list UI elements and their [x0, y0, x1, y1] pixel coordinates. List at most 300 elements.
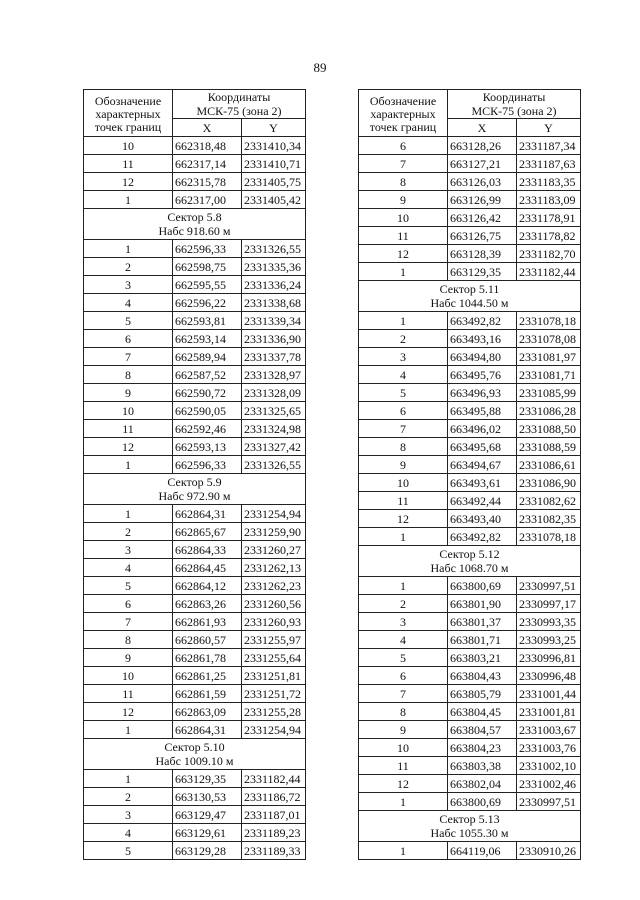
- table-row: [359, 510, 581, 528]
- table-row: [84, 806, 306, 824]
- x-coordinate: 662592,46: [173, 420, 242, 438]
- sector-name: Сектор 5.13: [439, 812, 500, 826]
- y-coordinate: 2331262,13: [242, 559, 306, 577]
- point-number: 12: [84, 173, 173, 191]
- point-number: 2: [84, 788, 173, 806]
- x-coordinate: 662863,09: [173, 703, 242, 721]
- y-coordinate: 2331088,50: [517, 420, 581, 438]
- x-coordinate: 662587,52: [173, 366, 242, 384]
- table-row: [84, 613, 306, 631]
- x-coordinate: 663126,03: [448, 173, 517, 191]
- x-coordinate: 662864,45: [173, 559, 242, 577]
- sector-row: [84, 474, 306, 505]
- point-number: 12: [84, 438, 173, 456]
- x-coordinate: 662860,57: [173, 631, 242, 649]
- y-coordinate: 2331178,82: [517, 227, 581, 245]
- point-number: 9: [84, 384, 173, 402]
- table-row: [359, 137, 581, 155]
- y-coordinate: 2331183,09: [517, 191, 581, 209]
- table-row: [84, 523, 306, 541]
- x-coordinate: 663492,82: [448, 312, 517, 330]
- y-coordinate: 2331255,28: [242, 703, 306, 721]
- y-coordinate: 2331255,64: [242, 649, 306, 667]
- y-coordinate: 2331187,01: [242, 806, 306, 824]
- x-coordinate: 662590,05: [173, 402, 242, 420]
- y-coordinate: 2331260,93: [242, 613, 306, 631]
- y-coordinate: 2331086,90: [517, 474, 581, 492]
- sector-row: [84, 209, 306, 240]
- point-number: 7: [84, 348, 173, 366]
- x-coordinate: 663493,16: [448, 330, 517, 348]
- sector-area: Набс 1009.10 м: [155, 754, 234, 768]
- table-row: [84, 420, 306, 438]
- x-coordinate: 662864,31: [173, 505, 242, 523]
- x-coordinate: 663495,76: [448, 366, 517, 384]
- y-coordinate: 2331003,76: [517, 739, 581, 757]
- point-number: 4: [84, 824, 173, 842]
- y-coordinate: 2331002,10: [517, 757, 581, 775]
- x-coordinate: 662315,78: [173, 173, 242, 191]
- sector-row: [84, 739, 306, 770]
- x-coordinate: 662317,14: [173, 155, 242, 173]
- table-row: [359, 739, 581, 757]
- y-coordinate: 2331405,42: [242, 191, 306, 209]
- point-number: 10: [84, 137, 173, 155]
- x-coordinate: 663800,69: [448, 577, 517, 595]
- table-row: [84, 631, 306, 649]
- x-coordinate: 664119,06: [448, 842, 517, 860]
- x-coordinate: 662318,48: [173, 137, 242, 155]
- table-row: [84, 541, 306, 559]
- table-row: [84, 842, 306, 860]
- point-number: 8: [359, 438, 448, 456]
- table-row: [84, 294, 306, 312]
- x-header: X: [448, 119, 517, 137]
- table-row: [359, 775, 581, 793]
- table-row: [84, 312, 306, 330]
- point-number: 3: [359, 613, 448, 631]
- table-row: [84, 649, 306, 667]
- table-row: [84, 559, 306, 577]
- table-row: [359, 703, 581, 721]
- x-coordinate: 662861,59: [173, 685, 242, 703]
- y-coordinate: 2331001,81: [517, 703, 581, 721]
- sector-cell: [84, 474, 306, 505]
- point-number: 2: [359, 595, 448, 613]
- point-number: 2: [84, 258, 173, 276]
- table-row: [359, 191, 581, 209]
- x-coordinate: 663494,80: [448, 348, 517, 366]
- point-number: 10: [359, 739, 448, 757]
- x-coordinate: 663804,57: [448, 721, 517, 739]
- x-coordinate: 663129,35: [173, 770, 242, 788]
- table-row: [359, 793, 581, 811]
- y-coordinate: 2331178,91: [517, 209, 581, 227]
- coordinates-header: [173, 90, 306, 119]
- y-coordinate: 2330997,51: [517, 793, 581, 811]
- y-coordinate: 2331324,98: [242, 420, 306, 438]
- sector-area: Набс 918.60 м: [158, 224, 231, 238]
- y-coordinate: 2331254,94: [242, 721, 306, 739]
- table-row: [359, 595, 581, 613]
- table-row: [84, 276, 306, 294]
- y-coordinate: 2331338,68: [242, 294, 306, 312]
- y-coordinate: 2331003,67: [517, 721, 581, 739]
- y-coordinate: 2331336,90: [242, 330, 306, 348]
- point-number: 6: [84, 595, 173, 613]
- point-number: 10: [84, 402, 173, 420]
- y-coordinate: 2331189,33: [242, 842, 306, 860]
- point-number: 11: [359, 492, 448, 510]
- table-row: [359, 757, 581, 775]
- table-row: [84, 258, 306, 276]
- table-row: [84, 456, 306, 474]
- table-row: [359, 492, 581, 510]
- table-row: [359, 227, 581, 245]
- sector-cell: [359, 811, 581, 842]
- x-coordinate: 662861,25: [173, 667, 242, 685]
- sector-name: Сектор 5.8: [167, 210, 222, 224]
- designation-header: [84, 90, 173, 137]
- y-coordinate: 2331251,72: [242, 685, 306, 703]
- x-coordinate: 663801,37: [448, 613, 517, 631]
- x-coordinate: 663800,69: [448, 793, 517, 811]
- x-coordinate: 662593,13: [173, 438, 242, 456]
- y-coordinate: 2331186,72: [242, 788, 306, 806]
- coordinates-table-left: [83, 89, 306, 860]
- y-coordinate: 2331335,36: [242, 258, 306, 276]
- table-row: [359, 649, 581, 667]
- table-row: [84, 173, 306, 191]
- x-coordinate: 663801,90: [448, 595, 517, 613]
- sector-area: Набс 1055.30 м: [430, 826, 509, 840]
- table-row: [359, 245, 581, 263]
- point-number: 8: [84, 631, 173, 649]
- x-coordinate: 663495,88: [448, 402, 517, 420]
- point-number: 5: [84, 312, 173, 330]
- y-coordinate: 2331325,65: [242, 402, 306, 420]
- table-row: [84, 703, 306, 721]
- y-coordinate: 2330996,81: [517, 649, 581, 667]
- designation-header: [359, 90, 448, 137]
- point-number: 9: [84, 649, 173, 667]
- table-row: [84, 667, 306, 685]
- point-number: 11: [84, 420, 173, 438]
- designation-header-line: характерных: [370, 106, 436, 121]
- point-number: 3: [84, 541, 173, 559]
- x-coordinate: 663126,75: [448, 227, 517, 245]
- point-number: 1: [84, 770, 173, 788]
- y-coordinate: 2331086,61: [517, 456, 581, 474]
- x-coordinate: 662317,00: [173, 191, 242, 209]
- sector-name: Сектор 5.11: [439, 282, 500, 296]
- y-coordinate: 2331328,09: [242, 384, 306, 402]
- coordinates-header-line: МСК-75 (зона 2): [196, 104, 282, 118]
- x-coordinate: 663128,39: [448, 245, 517, 263]
- point-number: 11: [84, 685, 173, 703]
- x-coordinate: 662593,81: [173, 312, 242, 330]
- point-number: 1: [359, 842, 448, 860]
- point-number: 9: [359, 191, 448, 209]
- point-number: 8: [359, 173, 448, 191]
- point-number: 4: [359, 366, 448, 384]
- point-number: 7: [359, 155, 448, 173]
- y-coordinate: 2331086,28: [517, 402, 581, 420]
- x-coordinate: 662596,33: [173, 240, 242, 258]
- x-coordinate: 662590,72: [173, 384, 242, 402]
- y-coordinate: 2331189,23: [242, 824, 306, 842]
- y-coordinate: 2331410,34: [242, 137, 306, 155]
- table-row: [359, 330, 581, 348]
- point-number: 6: [359, 667, 448, 685]
- point-number: 10: [84, 667, 173, 685]
- table-row: [359, 173, 581, 191]
- designation-header-line: точек границ: [369, 119, 437, 134]
- y-coordinate: 2331336,24: [242, 276, 306, 294]
- y-coordinate: 2331081,97: [517, 348, 581, 366]
- x-coordinate: 663129,35: [448, 263, 517, 281]
- table-row: [84, 721, 306, 739]
- y-coordinate: 2331327,42: [242, 438, 306, 456]
- table-row: [84, 348, 306, 366]
- x-coordinate: 663804,23: [448, 739, 517, 757]
- y-header: Y: [242, 119, 306, 137]
- table-row: [359, 209, 581, 227]
- x-coordinate: 662863,26: [173, 595, 242, 613]
- table-row: [359, 528, 581, 546]
- y-coordinate: 2331078,08: [517, 330, 581, 348]
- x-coordinate: 663128,26: [448, 137, 517, 155]
- table-row: [359, 366, 581, 384]
- coordinates-table-right: [358, 89, 581, 860]
- x-coordinate: 663496,02: [448, 420, 517, 438]
- coordinates-header-line: МСК-75 (зона 2): [471, 104, 557, 118]
- y-coordinate: 2331187,34: [517, 137, 581, 155]
- designation-header-line: Обозначение: [94, 93, 162, 108]
- table-row: [359, 312, 581, 330]
- table-row: [359, 263, 581, 281]
- y-coordinate: 2331001,44: [517, 685, 581, 703]
- x-coordinate: 663496,93: [448, 384, 517, 402]
- table-row: [84, 366, 306, 384]
- table-row: [359, 384, 581, 402]
- point-number: 2: [359, 330, 448, 348]
- point-number: 12: [84, 703, 173, 721]
- y-coordinate: 2331182,44: [517, 263, 581, 281]
- table-row: [84, 384, 306, 402]
- table-row: [84, 824, 306, 842]
- x-coordinate: 663126,99: [448, 191, 517, 209]
- table-row: [359, 842, 581, 860]
- table-row: [84, 191, 306, 209]
- designation-header-line: точек границ: [94, 119, 162, 134]
- y-coordinate: 2331078,18: [517, 528, 581, 546]
- y-coordinate: 2331326,55: [242, 456, 306, 474]
- y-coordinate: 2330910,26: [517, 842, 581, 860]
- x-coordinate: 663127,21: [448, 155, 517, 173]
- table-header: [84, 90, 306, 137]
- point-number: 4: [84, 294, 173, 312]
- y-coordinate: 2330993,25: [517, 631, 581, 649]
- y-coordinate: 2331187,63: [517, 155, 581, 173]
- y-coordinate: 2331259,90: [242, 523, 306, 541]
- x-coordinate: 663804,45: [448, 703, 517, 721]
- table-row: [359, 474, 581, 492]
- table-row: [359, 721, 581, 739]
- y-header: Y: [517, 119, 581, 137]
- point-number: 1: [359, 577, 448, 595]
- sector-area: Набс 1044.50 м: [430, 296, 509, 310]
- x-coordinate: 663129,47: [173, 806, 242, 824]
- point-number: 1: [359, 793, 448, 811]
- coordinates-header: [448, 90, 581, 119]
- x-coordinate: 662596,33: [173, 456, 242, 474]
- table-row: [84, 685, 306, 703]
- point-number: 1: [84, 505, 173, 523]
- table-row: [84, 770, 306, 788]
- x-coordinate: 663801,71: [448, 631, 517, 649]
- x-coordinate: 662865,67: [173, 523, 242, 541]
- x-coordinate: 663805,79: [448, 685, 517, 703]
- y-coordinate: 2330996,48: [517, 667, 581, 685]
- sector-area: Набс 1068.70 м: [430, 561, 509, 575]
- table-row: [359, 631, 581, 649]
- coordinates-header-line: Координаты: [482, 90, 546, 104]
- point-number: 1: [84, 456, 173, 474]
- y-coordinate: 2331254,94: [242, 505, 306, 523]
- point-number: 2: [84, 523, 173, 541]
- point-number: 9: [359, 721, 448, 739]
- point-number: 1: [359, 312, 448, 330]
- x-coordinate: 663130,53: [173, 788, 242, 806]
- sector-cell: [84, 739, 306, 770]
- table-row: [84, 505, 306, 523]
- point-number: 7: [359, 420, 448, 438]
- table-row: [359, 438, 581, 456]
- y-coordinate: 2331088,59: [517, 438, 581, 456]
- table-row: [84, 240, 306, 258]
- point-number: 11: [359, 757, 448, 775]
- x-coordinate: 663803,38: [448, 757, 517, 775]
- point-number: 5: [359, 649, 448, 667]
- designation-header-line: характерных: [95, 106, 161, 121]
- y-coordinate: 2331182,44: [242, 770, 306, 788]
- table-row: [359, 685, 581, 703]
- y-coordinate: 2330997,17: [517, 595, 581, 613]
- sector-name: Сектор 5.12: [439, 547, 500, 561]
- y-coordinate: 2331078,18: [517, 312, 581, 330]
- y-coordinate: 2330997,51: [517, 577, 581, 595]
- point-number: 5: [359, 384, 448, 402]
- y-coordinate: 2331326,55: [242, 240, 306, 258]
- table-row: [84, 155, 306, 173]
- point-number: 1: [84, 191, 173, 209]
- point-number: 12: [359, 775, 448, 793]
- table-row: [359, 420, 581, 438]
- x-coordinate: 663494,67: [448, 456, 517, 474]
- y-coordinate: 2331002,46: [517, 775, 581, 793]
- table-row: [84, 330, 306, 348]
- y-coordinate: 2331182,70: [517, 245, 581, 263]
- x-coordinate: 662596,22: [173, 294, 242, 312]
- y-coordinate: 2331405,75: [242, 173, 306, 191]
- coordinates-header-line: Координаты: [207, 90, 271, 104]
- sector-row: [359, 281, 581, 312]
- designation-header-line: Обозначение: [369, 93, 437, 108]
- sector-cell: [359, 281, 581, 312]
- table-row: [359, 155, 581, 173]
- y-coordinate: 2331251,81: [242, 667, 306, 685]
- point-number: 7: [84, 613, 173, 631]
- x-coordinate: 663493,40: [448, 510, 517, 528]
- x-coordinate: 662864,33: [173, 541, 242, 559]
- point-number: 6: [359, 137, 448, 155]
- sector-row: [359, 811, 581, 842]
- x-coordinate: 663129,61: [173, 824, 242, 842]
- table-row: [359, 456, 581, 474]
- table-body: [84, 137, 306, 860]
- sector-cell: [359, 546, 581, 577]
- sector-name: Сектор 5.10: [164, 740, 225, 754]
- x-coordinate: 663492,82: [448, 528, 517, 546]
- y-coordinate: 2331085,99: [517, 384, 581, 402]
- point-number: 1: [359, 263, 448, 281]
- page-number: 89: [313, 60, 327, 75]
- y-coordinate: 2331260,56: [242, 595, 306, 613]
- x-coordinate: 662864,31: [173, 721, 242, 739]
- x-coordinate: 662861,93: [173, 613, 242, 631]
- x-coordinate: 663493,61: [448, 474, 517, 492]
- point-number: 11: [359, 227, 448, 245]
- point-number: 6: [84, 330, 173, 348]
- point-number: 11: [84, 155, 173, 173]
- y-coordinate: 2331082,35: [517, 510, 581, 528]
- point-number: 7: [359, 685, 448, 703]
- table-row: [359, 667, 581, 685]
- y-coordinate: 2331260,27: [242, 541, 306, 559]
- y-coordinate: 2331081,71: [517, 366, 581, 384]
- point-number: 12: [359, 510, 448, 528]
- table-row: [359, 613, 581, 631]
- x-coordinate: 663495,68: [448, 438, 517, 456]
- table-row: [84, 788, 306, 806]
- table-row: [84, 137, 306, 155]
- point-number: 1: [359, 528, 448, 546]
- table-row: [359, 348, 581, 366]
- y-coordinate: 2331183,35: [517, 173, 581, 191]
- y-coordinate: 2331082,62: [517, 492, 581, 510]
- y-coordinate: 2331410,71: [242, 155, 306, 173]
- sector-area: Набс 972.90 м: [158, 489, 231, 503]
- point-number: 12: [359, 245, 448, 263]
- table-row: [359, 577, 581, 595]
- x-coordinate: 663803,21: [448, 649, 517, 667]
- sector-cell: [84, 209, 306, 240]
- x-coordinate: 662595,55: [173, 276, 242, 294]
- point-number: 10: [359, 474, 448, 492]
- point-number: 3: [359, 348, 448, 366]
- point-number: 9: [359, 456, 448, 474]
- sector-name: Сектор 5.9: [167, 475, 222, 489]
- point-number: 4: [84, 559, 173, 577]
- table-row: [359, 402, 581, 420]
- x-coordinate: 663126,42: [448, 209, 517, 227]
- table-row: [84, 577, 306, 595]
- table-header: [359, 90, 581, 137]
- table-row: [84, 595, 306, 613]
- point-number: 5: [84, 842, 173, 860]
- x-coordinate: 662589,94: [173, 348, 242, 366]
